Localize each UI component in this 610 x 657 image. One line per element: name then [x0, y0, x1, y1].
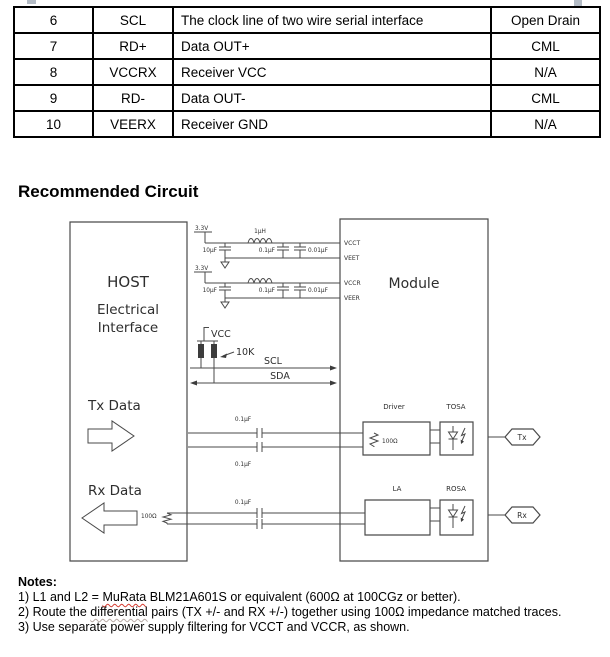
i2c-pullup-network [197, 328, 255, 384]
cap-0.1uF-label: 0.1μF [258, 248, 275, 254]
recommended-circuit-diagram [0, 210, 610, 572]
note-1-misspelled-word: MuRata [102, 590, 147, 604]
note-1-text: 1) L1 and L2 = [18, 590, 103, 604]
table-row [14, 59, 600, 85]
module-pin-veer: VEER [344, 295, 360, 302]
rx-coupling-cap-label: 0.1μF [234, 500, 252, 506]
cap-10uF [203, 283, 231, 298]
vcct-filter-network [194, 226, 340, 268]
pin-number: 6 [14, 7, 93, 33]
cap-10uF-label: 10μF [202, 248, 217, 254]
supply-3v3-label: 3.3V [195, 226, 209, 232]
rx-port [488, 507, 540, 523]
cap-0.01uF-label: 0.01μF [308, 248, 328, 254]
tx-port [488, 429, 540, 445]
scl-line [190, 356, 337, 371]
pullup-resistor-scl [198, 344, 204, 358]
module-pin-vcct: VCCT [344, 240, 361, 247]
pin-desc: Receiver GND [173, 111, 491, 137]
tx-port-label: Tx [517, 433, 527, 442]
notes-section [18, 575, 561, 635]
cap-0.01uF-label: 0.01μF [308, 288, 328, 294]
rx-port-label: Rx [517, 511, 527, 520]
pin-type: N/A [491, 111, 600, 137]
note-3: 3) Use separate power supply filtering for VCCT and VCCR, as shown. [18, 620, 410, 634]
pin-desc: Data OUT- [173, 85, 491, 111]
note-2-text: 2) Route the [18, 605, 91, 619]
host-sub2: Interface [97, 320, 159, 336]
pullup-resistor-sda [211, 344, 217, 358]
pin-desc: Data OUT+ [173, 33, 491, 59]
la-label: LA [392, 485, 402, 493]
ground-symbol [221, 298, 229, 308]
cap-10uF [203, 243, 231, 258]
module-title: Module [388, 276, 440, 292]
rx-differential-pair [167, 500, 365, 529]
pullup-pointer-arrow [220, 354, 227, 359]
pin-number: 9 [14, 85, 93, 111]
ground-symbol [221, 258, 229, 268]
termination-resistor-label: 100Ω [382, 439, 398, 445]
pin-name: RD- [93, 85, 173, 111]
pin-desc: The clock line of two wire serial interface [173, 7, 491, 33]
pin-desc: Receiver VCC [173, 59, 491, 85]
host-box [70, 222, 187, 561]
sda-label: SDA [270, 371, 290, 382]
sda-line [190, 371, 337, 386]
section-heading: Recommended Circuit [18, 182, 199, 201]
pin-number: 10 [14, 111, 93, 137]
pin-name: RD+ [93, 33, 173, 59]
scl-label: SCL [264, 356, 282, 367]
pin-name: SCL [93, 7, 173, 33]
inductor-l1-label: 1μH [254, 229, 266, 235]
table-row [14, 33, 600, 59]
note-2-text: pairs (TX +/- and RX +/-) together using 100Ω impedance matched traces. [147, 605, 562, 619]
vcc-label: VCC [211, 329, 231, 340]
tx-coupling-cap-label-top: 0.1μF [234, 417, 252, 423]
host-sub1: Electrical [96, 302, 160, 318]
pin-number: 8 [14, 59, 93, 85]
pullup-value-label: 10K [236, 347, 255, 358]
cap-10uF-label: 10μF [202, 288, 217, 294]
pin-name: VCCRX [93, 59, 173, 85]
driver-label: Driver [383, 403, 405, 411]
cap-0.1uF-label: 0.1μF [258, 288, 275, 294]
table-row [14, 85, 600, 111]
vcc-flag [204, 328, 209, 342]
pin-name: VEERX [93, 111, 173, 137]
inductor-l2 [248, 279, 272, 284]
host-title: HOST [107, 273, 149, 291]
rx-data-label: Rx Data [88, 483, 142, 499]
note-1-text: BLM21A601S or equivalent (600Ω at 100CGz or better). [146, 590, 461, 604]
vccr-filter-network [194, 266, 340, 308]
module-pin-veet: VEET [344, 255, 360, 262]
tx-data-label: Tx Data [88, 398, 141, 414]
pin-function-table [13, 6, 601, 138]
pin-type: CML [491, 33, 600, 59]
cap-0.1uF [259, 243, 289, 258]
pin-number: 7 [14, 33, 93, 59]
note-1 [18, 590, 561, 605]
pin-type: CML [491, 85, 600, 111]
rx-termination-label: 100Ω [141, 514, 157, 520]
table-row [14, 7, 600, 33]
cap-0.01uF [294, 283, 328, 298]
tosa-label: TOSA [446, 403, 466, 411]
cap-0.01uF [294, 243, 328, 258]
cap-0.1uF [259, 283, 289, 298]
notes-title: Notes: [18, 575, 57, 589]
pin-type: Open Drain [491, 7, 600, 33]
ruler-mark-left [27, 0, 36, 4]
pin-type: N/A [491, 59, 600, 85]
module-pin-vccr: VCCR [344, 280, 361, 287]
inductor-l1 [248, 239, 272, 244]
tx-coupling-cap-label-bottom: 0.1μF [234, 462, 252, 468]
rosa-label: ROSA [446, 485, 466, 493]
table-row [14, 111, 600, 137]
note-2 [18, 605, 561, 620]
note-2-marked-word: differential [90, 605, 148, 619]
supply-3v3-label: 3.3V [195, 266, 209, 272]
